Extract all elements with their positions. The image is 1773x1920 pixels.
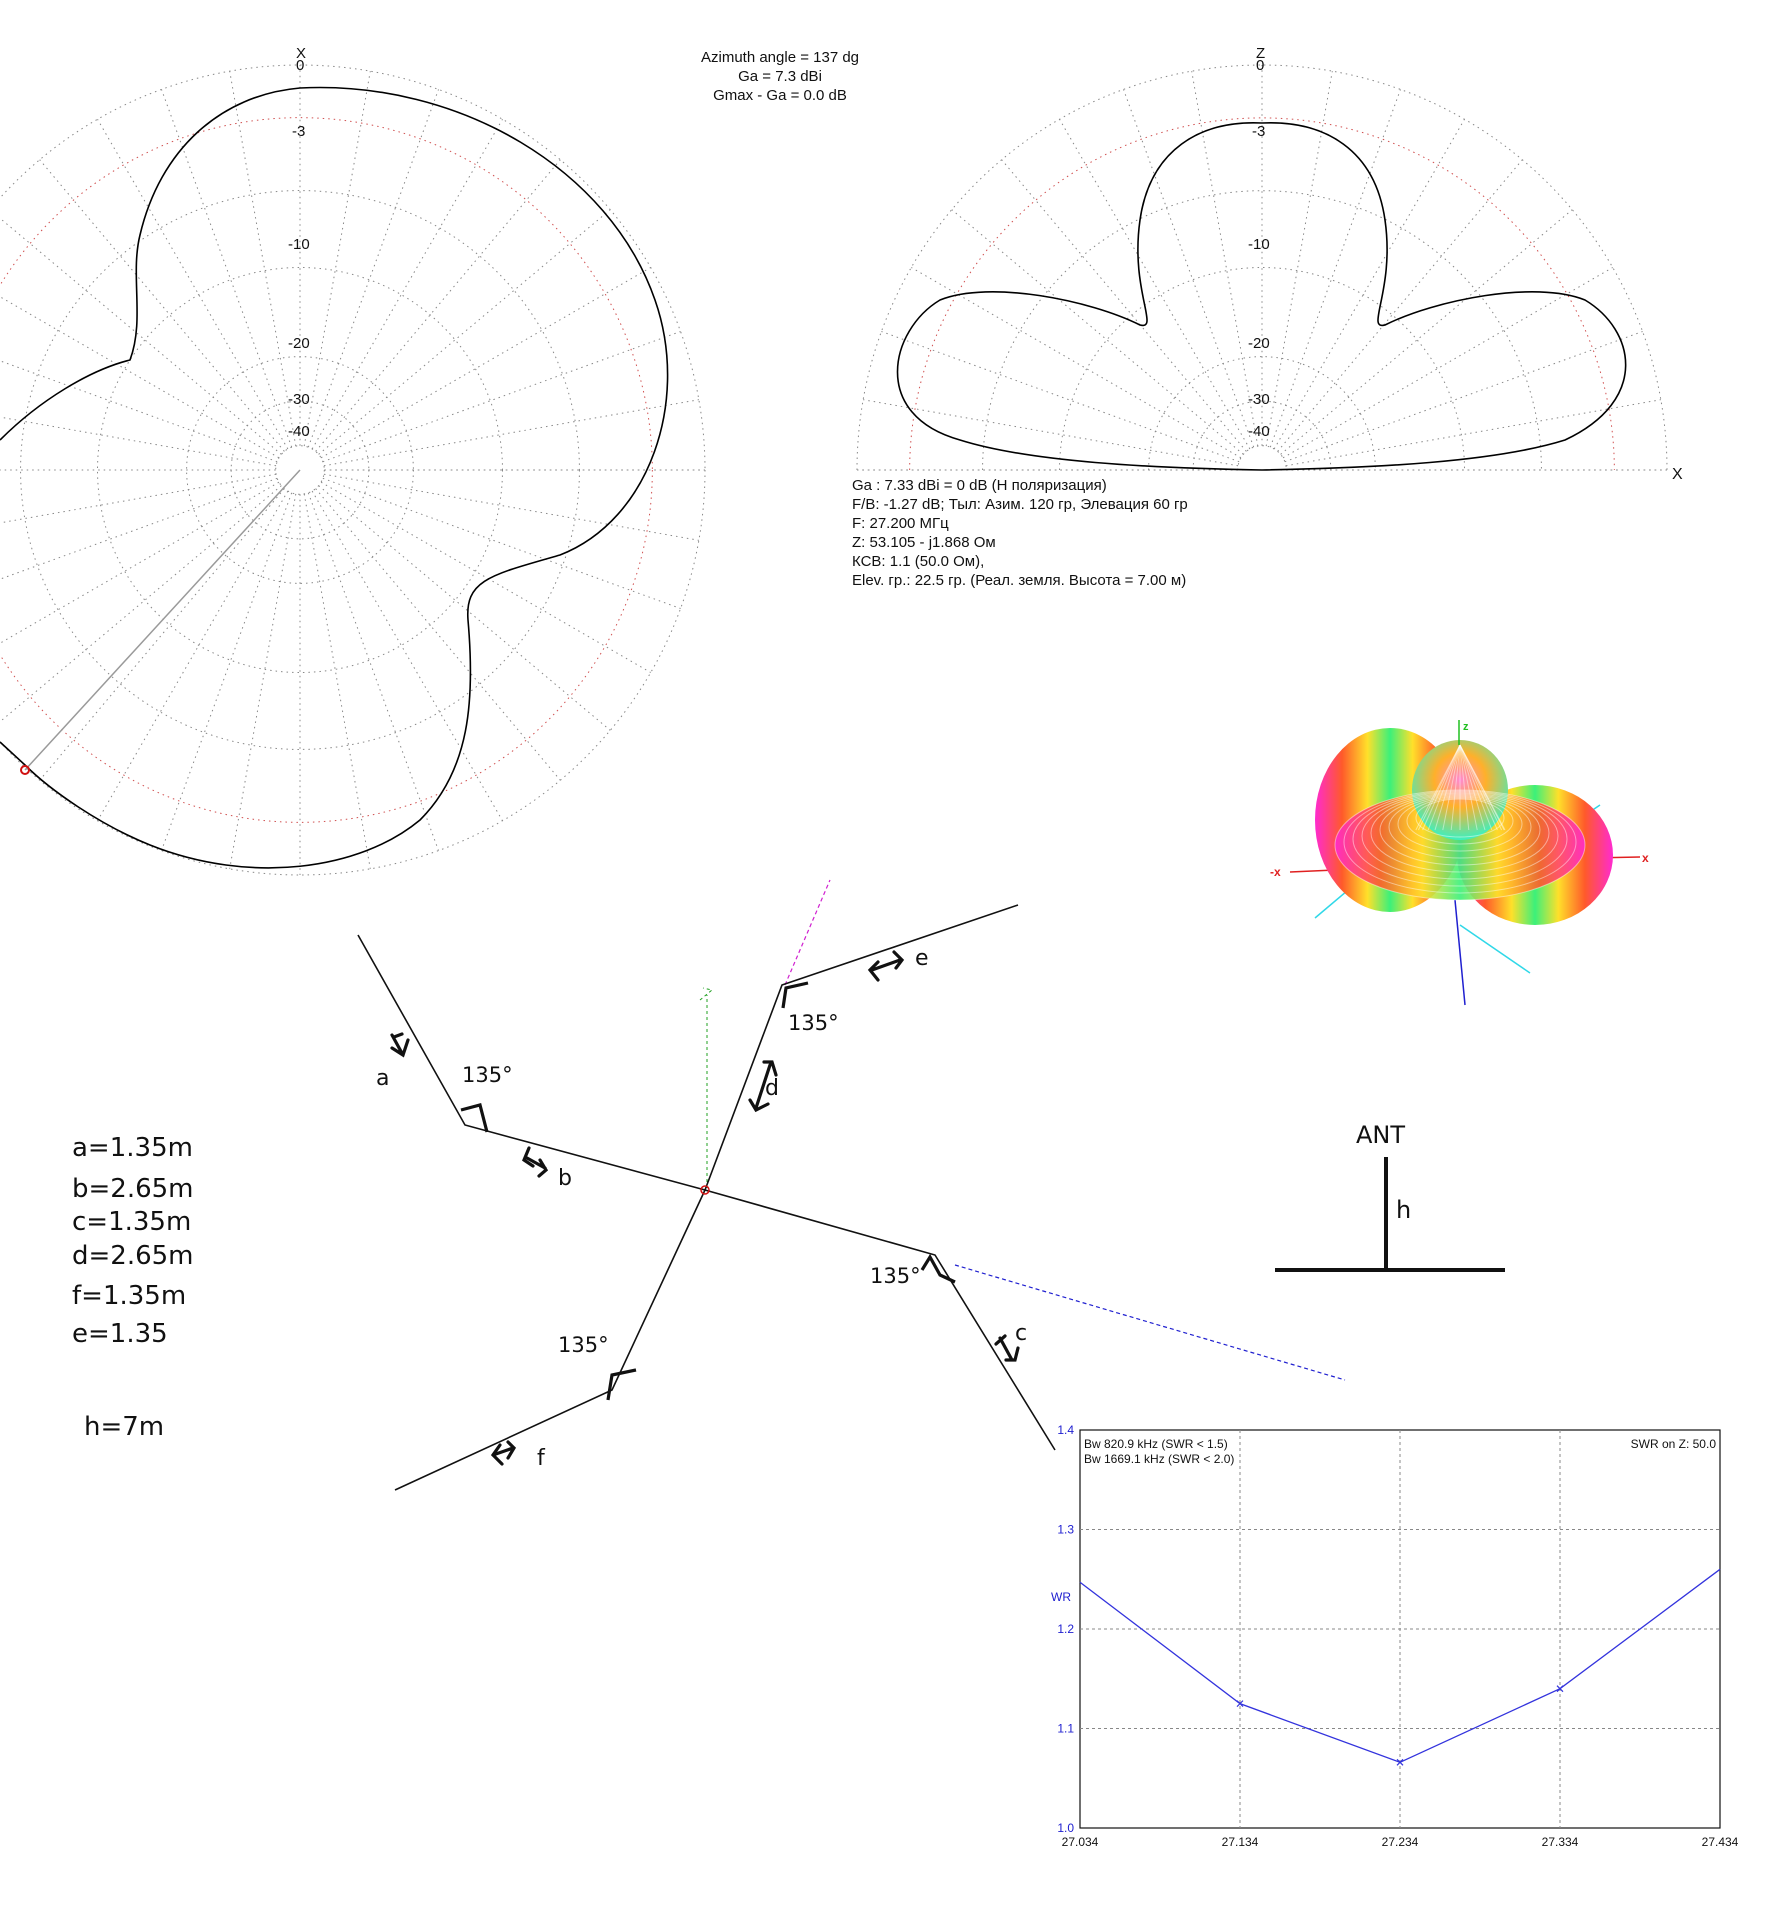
azimuth-grid-spoke-12 <box>98 119 288 449</box>
dimension-e: e=1.35 <box>72 1319 168 1349</box>
elevation-ring-label-30: -30 <box>1248 391 1270 408</box>
ant-label: ANT <box>1356 1121 1406 1149</box>
swr-x-tick-0: 27.034 <box>1061 1835 1099 1849</box>
azimuth-grid-spoke-11 <box>161 89 291 447</box>
arrow-f <box>493 1442 514 1464</box>
elevation-grid-spoke-10 <box>1192 71 1258 446</box>
swr-x-tick-3: 27.334 <box>1541 1835 1579 1849</box>
azimuth-grid-spoke-28 <box>304 494 370 869</box>
pattern-3d-axis-cyan-2 <box>1460 925 1530 973</box>
angle-labels <box>462 1011 921 1357</box>
elevation-ring-label-10: -10 <box>1248 236 1270 253</box>
azimuth-info-block <box>640 48 920 105</box>
elevation-grid-spoke-17 <box>863 400 1238 466</box>
segment-labels <box>376 946 1027 1471</box>
info-swr: КСВ: 1.1 (50.0 Ом), <box>852 553 985 570</box>
elevation-polar-plot <box>857 45 1683 483</box>
azimuth-grid-spoke-25 <box>161 493 291 851</box>
pattern-3d-view <box>1270 720 1649 1005</box>
pattern-3d-label-x: x <box>1642 851 1649 865</box>
swr-x-tick-2: 27.234 <box>1381 1835 1419 1849</box>
swr-annotation-z: SWR on Z: 50.0 <box>1630 1437 1716 1451</box>
corner-mark-df <box>608 1370 636 1400</box>
dimension-c: c=1.35m <box>72 1207 192 1237</box>
azimuth-grid-spoke-34 <box>323 478 681 608</box>
corner-mark-de <box>783 983 808 1008</box>
length-arrows <box>392 952 1018 1464</box>
azimuth-grid <box>0 65 705 875</box>
azimuth-grid-spoke-1 <box>324 400 699 466</box>
elevation-grid-spoke-7 <box>1270 89 1400 447</box>
elevation-grid-spoke-16 <box>881 331 1239 461</box>
angle-label-bc: 135° <box>870 1264 921 1288</box>
swr-annotation-bw15: Bw 820.9 kHz (SWR < 1.5) <box>1084 1437 1228 1451</box>
segment-label-d: d <box>765 1076 779 1101</box>
elevation-grid-spoke-5 <box>1278 160 1523 452</box>
info-frequency: F: 27.200 МГц <box>852 515 949 532</box>
azimuth-grid-spoke-13 <box>40 160 285 452</box>
elevation-ring-label-20: -20 <box>1248 335 1270 352</box>
azimuth-grid-spoke-24 <box>98 491 288 821</box>
segment-label-a: a <box>376 1066 390 1091</box>
azimuth-axis-label: X <box>296 45 307 62</box>
dimension-b: b=2.65m <box>72 1174 194 1204</box>
azimuth-ring-label-0: 0 <box>296 57 305 74</box>
guide-line-green <box>700 988 712 1188</box>
swr-y-tick-1: 1.1 <box>1057 1721 1074 1736</box>
swr-chart <box>1051 1423 1739 1849</box>
antenna-sketch <box>358 880 1345 1490</box>
elevation-axis-label-x: X <box>1672 466 1683 483</box>
azimuth-grid-spoke-29 <box>308 493 438 851</box>
azimuth-grid-spoke-26 <box>230 494 296 869</box>
angle-label-ab: 135° <box>462 1063 513 1087</box>
azimuth-ring-labels <box>288 57 310 440</box>
swr-y-tick-0: 1.0 <box>1057 1821 1074 1835</box>
azimuth-grid-spoke-3 <box>321 268 651 458</box>
angle-label-de: 135° <box>788 1011 839 1035</box>
elevation-grid-spoke-15 <box>911 268 1241 458</box>
swr-y-label: WR <box>1051 1590 1071 1604</box>
swr-y-tick-2: 1.2 <box>1057 1622 1074 1636</box>
azimuth-grid-spoke-6 <box>312 119 502 449</box>
guide-line-magenta <box>785 880 830 985</box>
segment-label-e: e <box>915 946 929 971</box>
swr-x-tick-1: 27.134 <box>1221 1835 1259 1849</box>
elevation-ring-label-3: -3 <box>1252 123 1266 140</box>
azimuth-angle-text: Azimuth angle = 137 dg <box>700 49 860 66</box>
antenna-wire <box>358 905 1055 1490</box>
azimuth-grid-spoke-2 <box>323 331 681 461</box>
elevation-grid-spoke-12 <box>1060 119 1250 449</box>
swr-annotation-bw20: Bw 1669.1 kHz (SWR < 2.0) <box>1084 1452 1235 1466</box>
azimuth-grid-spoke-16 <box>0 331 277 461</box>
segment-label-b: b <box>558 1166 572 1191</box>
azimuth-grid-ring-1 <box>0 118 652 823</box>
azimuth-grid-spoke-32 <box>319 486 611 731</box>
antenna-info-block <box>852 476 1188 590</box>
azimuth-gain-text: Ga = 7.3 dBi <box>738 68 822 85</box>
elevation-grid-spoke-3 <box>1283 268 1613 458</box>
azimuth-polar-plot <box>0 45 705 875</box>
azimuth-pattern-curve <box>0 88 668 868</box>
dimension-f: f=1.35m <box>72 1281 187 1311</box>
elevation-axis-label-z: Z <box>1256 45 1266 62</box>
azimuth-grid-spoke-23 <box>40 489 285 781</box>
elevation-grid-spoke-2 <box>1285 331 1643 461</box>
elevation-grid-spoke-4 <box>1281 210 1573 455</box>
azimuth-ring-label-30: -30 <box>288 391 310 408</box>
azimuth-grid-spoke-14 <box>0 210 281 455</box>
azimuth-grid-spoke-4 <box>319 210 611 455</box>
segment-label-c: c <box>1015 1321 1028 1346</box>
h-label: h <box>1396 1196 1412 1224</box>
azimuth-ring-label-3: -3 <box>292 123 306 140</box>
info-fb: F/B: -1.27 dB; Тыл: Азим. 120 гр, Элевация 60 гр <box>852 496 1188 513</box>
arrow-b <box>524 1148 546 1176</box>
azimuth-grid-spoke-20 <box>0 478 277 608</box>
info-elevation: Elev. гр.: 22.5 гр. (Реал. земля. Высота = 7.00 м) <box>852 572 1187 589</box>
azimuth-grid-spoke-35 <box>324 474 699 540</box>
elevation-grid-ring-6 <box>1238 446 1287 470</box>
azimuth-grid-spoke-22 <box>0 486 281 731</box>
azimuth-gmax-text: Gmax - Ga = 0.0 dB <box>713 87 847 104</box>
elevation-ring-labels <box>1248 57 1270 440</box>
arrow-e <box>870 952 902 980</box>
pattern-3d-label-neg-x: -x <box>1270 865 1281 879</box>
azimuth-grid-spoke-31 <box>316 489 561 781</box>
azimuth-grid-spoke-33 <box>321 482 651 672</box>
guide-line-blue <box>955 1265 1345 1380</box>
arrow-a <box>392 1034 408 1055</box>
height-value: h=7m <box>84 1412 165 1442</box>
pattern-3d-label-z: z <box>1463 721 1469 733</box>
swr-y-tick-4: 1.4 <box>1057 1423 1074 1437</box>
elevation-grid-spoke-14 <box>952 210 1244 455</box>
dimension-d: d=2.65m <box>72 1241 194 1271</box>
elevation-grid-spoke-1 <box>1286 400 1661 466</box>
elevation-ring-label-40: -40 <box>1248 423 1270 440</box>
height-sketch <box>1275 1121 1505 1270</box>
dimension-a: a=1.35m <box>72 1133 193 1163</box>
azimuth-ring-label-10: -10 <box>288 236 310 253</box>
segment-label-f: f <box>537 1446 545 1471</box>
pattern-3d-axis-z <box>1455 900 1465 1005</box>
info-gain: Ga : 7.33 dBi = 0 dB (H поляризация) <box>852 477 1107 494</box>
elevation-grid-spoke-8 <box>1266 71 1332 446</box>
angle-label-df: 135° <box>558 1333 609 1357</box>
elevation-grid-spoke-6 <box>1274 119 1464 449</box>
azimuth-direction-line <box>25 470 300 770</box>
azimuth-grid-spoke-7 <box>308 89 438 447</box>
azimuth-ring-label-20: -20 <box>288 335 310 352</box>
elevation-grid-spoke-13 <box>1002 160 1247 452</box>
swr-y-tick-3: 1.3 <box>1057 1522 1074 1537</box>
azimuth-grid-spoke-5 <box>316 160 561 452</box>
azimuth-grid-spoke-30 <box>312 491 502 821</box>
azimuth-ring-label-40: -40 <box>288 423 310 440</box>
info-impedance: Z: 53.105 - j1.868 Ом <box>852 534 996 551</box>
elevation-grid-spoke-11 <box>1123 89 1253 447</box>
azimuth-grid-spoke-8 <box>304 71 370 446</box>
swr-x-tick-4: 27.434 <box>1701 1835 1739 1849</box>
elevation-ring-label-0: 0 <box>1256 57 1265 74</box>
azimuth-grid-spoke-10 <box>230 71 296 446</box>
